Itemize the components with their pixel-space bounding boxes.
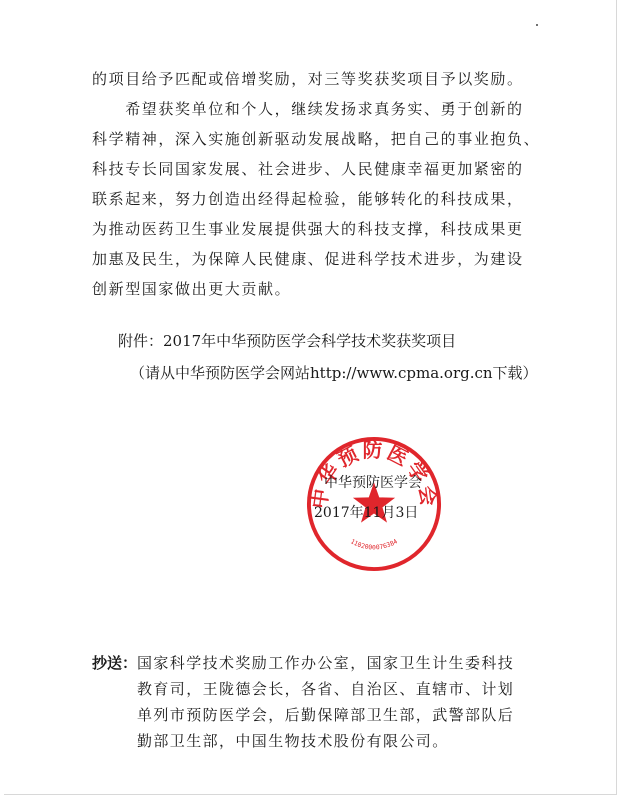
body-line: 希望获奖单位和个人，继续发扬求真务实、勇于创新的 [92,100,524,118]
attachment-title: 附件：2017年中华预防医学会科学技术奖获奖项目 [118,332,457,350]
attachment-note: （请从中华预防医学会网站http://www.cpma.org.cn下载） [130,364,538,382]
body-line: 加惠及民生，为保障人民健康、促进科学技术进步，为建设 [92,250,524,268]
seal-number: 1102000076384 [349,537,399,552]
cc-label: 抄送： [92,654,138,672]
body-line: 科技专长同国家发展、社会进步、人民健康幸福更加紧密的 [92,160,524,178]
signature-date: 2017年11月3日 [314,505,419,521]
cc-line: 教育司，王陇德会长，各省、自治区、直辖市、计划 [137,680,515,698]
body-line: 科学精神，深入实施创新驱动发展战略，把自己的事业抱负、 [92,130,541,148]
body-line: 联系起来，努力创造出经得起检验，能够转化的科技成果， [92,190,524,208]
svg-text:1102000076384 [349,537,399,551]
page-mark [536,24,538,26]
body-line: 的项目给予匹配或倍增奖励，对三等奖获奖项目予以奖励。 [92,70,524,88]
signature-org: 中华预防医学会 [324,475,422,491]
body-line: 创新型国家做出更大贡献。 [92,280,292,298]
cc-line: 勤部卫生部，中国生物技术股份有限公司。 [137,732,449,750]
cc-line: 单列市预防医学会，后勤保障部卫生部，武警部队后 [137,706,515,724]
seal-arc-text: 中华预防医学会 [306,437,442,511]
cc-line: 国家科学技术奖励工作办公室，国家卫生计生委科技 [137,654,515,672]
document-page [4,0,617,795]
body-line: 为推动医药卫生事业发展提供强大的科技支撑，科技成果更 [92,220,524,238]
